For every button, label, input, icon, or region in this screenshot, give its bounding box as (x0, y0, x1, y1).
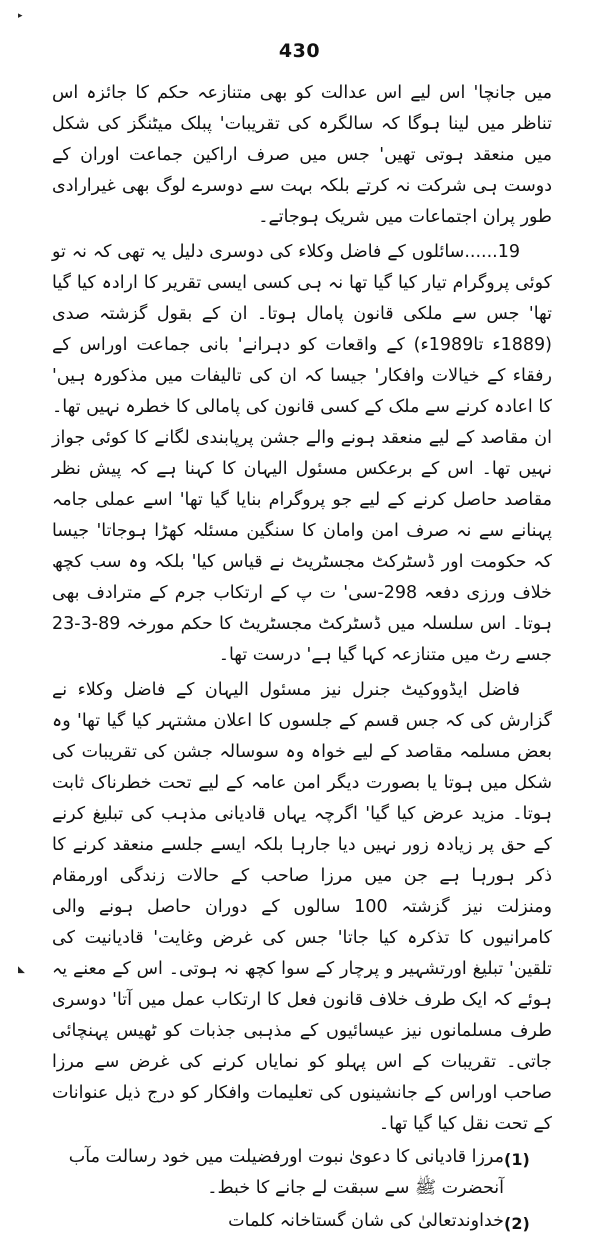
paragraph-2: 19......سائلوں کے فاضل وکلاء کی دوسری دلیل یہ تھی کہ نہ تو کوئی پروگرام تیار کیا گیا تھا نہ ہی کسی ایسی تقریر کا ارادہ کیا گیا تھا' جس سے ملکی قانون پامال ہوتا۔ ان کے بقول گزشتہ صدی (1889ء تا1989ء) کے واقعات کو دہرانے' بانی جماعت اوراس کے رفقاء کے خیالات وافکار' جیسا کہ ان کی تالیفات میں مذکورہ ہیں' کا اعادہ کرنے سے ملک کے کسی قانون کی پامالی کا خطرہ نہیں تھا۔ ان مقاصد کے لیے منعقد ہونے والے جشن پرپابندی لگانے کا کوئی جواز نہیں تھا۔ اس کے برعکس مسئول الیہان کا کہنا ہے کہ پیش نظر مقاصد حاصل کرنے کے لیے جو پروگرام بنایا گیا تھا' اسے عملی جامہ پہنانے سے نہ صرف امن وامان کا سنگین مسئلہ کھڑا ہوجاتا' جیسا کہ حکومت اور ڈسٹرکٹ مجسٹریٹ نے قیاس کیا' بلکہ وہ سب کچھ خلاف ورزی دفعہ 298-سی' ت پ کے ارتکاب جرم کے مترادف بھی ہوتا۔ اس سلسلہ میں ڈسٹرکٹ مجسٹریٹ کا حکم مورخہ 89-3-23 جسے رٹ میں متنازعہ کہا گیا ہے' درست تھا۔ (52, 242, 552, 665)
page-number: 430 (278, 40, 321, 62)
corner-mark-top: ▸ (18, 11, 23, 21)
list-number: (2) (504, 1214, 530, 1233)
corner-mark-bottom: ◣ (18, 965, 25, 975)
list-item-1 (52, 1142, 552, 1204)
text-body (52, 78, 552, 1239)
list-item-2 (52, 1206, 552, 1239)
paragraph-3: فاضل ایڈووکیٹ جنرل نیز مسئول الیہان کے فاضل وکلاء نے گزارش کی کہ جس قسم کے جلسوں کا اعلان مشتہر کیا گیا تھا' وہ بعض مسلمہ مقاصد کے لیے خواہ وہ سوسالہ جشن کی تقریبات کی شکل میں ہوتا یا بصورت دیگر امن عامہ کے لیے تحت خطرناک ثابت ہوتا۔ مزید عرض کیا گیا' اگرچہ یہاں قادیانی مذہب کی تبلیغ کرنے کے حق پر زیادہ زور نہیں دیا جارہا بلکہ ایسے جلسے منعقد کرنے کا ذکر ہورہا ہے جن میں مرزا صاحب کے حالات زندگی اورمقام ومنزلت نیز گزشتہ 100 سالوں کے دوران حاصل ہونے والی کامرانیوں کا تذکرہ کیا جاتا' جس کی غرض وغایت' قادیانیت کی تلقین' تبلیغ اورتشہیر و پرچار کے سوا کچھ نہ ہوتی۔ اس کے معنے یہ ہوئے کہ ایک طرف خلاف قانون فعل کا ارتکاب عمل میں آتا' دوسری طرف مسلمانوں نیز عیسائیوں کے مذہبی جذبات کو ٹھیس پہنچائی جاتی۔ تقریبات کے اس پہلو کو نمایاں کرنے کی غرض سے مرزا صاحب اوراس کے جانشینوں کی تعلیمات وافکار کو درج ذیل عنوانات کے تحت نقل کیا گیا تھا۔ (52, 680, 552, 1134)
list-number: (1) (504, 1150, 530, 1169)
list-text: مرزا قادیانی کا دعویٰ نبوت اورفضیلت میں خود رسالت مآب آنحضرت ﷺ سے سبقت لے جانے کا خبط۔ (68, 1147, 504, 1198)
list-text: خداوندتعالیٰ کی شان گستاخانہ کلمات (228, 1211, 504, 1231)
paragraph-1: میں جانچا' اس لیے اس عدالت کو بھی متنازعہ حکم کا جائزہ اس تناظر میں لینا ہوگا کہ سالگرہ کی تقریبات' پبلک میٹنگز کی شکل میں منعقد ہوتی تھیں' جس میں صرف اراکین جماعت اوران کے دوست ہی شرکت نہ کرتے بلکہ بہت سے دوسرے لوگ بھی غیرارادی طور پران اجتماعات میں شریک ہوجاتے۔ (52, 83, 552, 227)
